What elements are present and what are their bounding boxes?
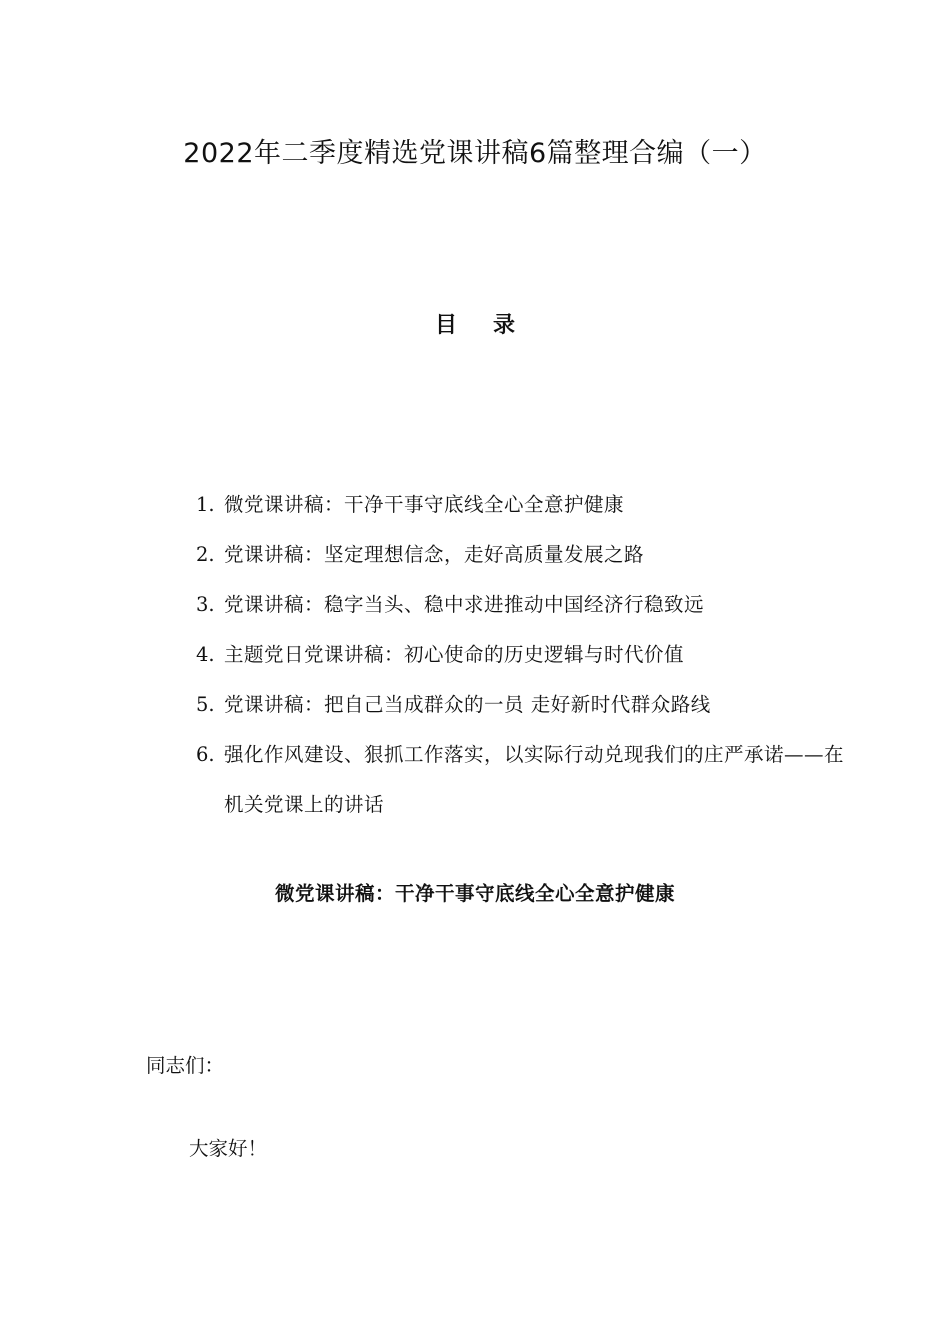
toc-heading: 目录 [434,313,551,338]
toc-item-2[interactable] [180,530,860,580]
toc-item-text: 强化作风建设、狠抓工作落实，以实际行动兑现我们的庄严承诺——在机关党课上的讲话 [224,743,845,816]
section-title: 微党课讲稿：干净干事守底线全心全意护健康 [274,882,675,905]
toc-item-number: 1. [196,493,215,516]
toc-item-text: 党课讲稿：坚定理想信念，走好高质量发展之路 [224,543,645,566]
toc-item-number: 5. [196,693,215,716]
toc-item-3[interactable] [180,580,860,630]
toc-item-number: 2. [196,543,215,566]
toc-item-text: 微党课讲稿：干净干事守底线全心全意护健康 [224,493,625,516]
toc-item-text: 党课讲稿：把自己当成群众的一员 走好新时代群众路线 [224,693,711,716]
document-title: 2022年二季度精选党课讲稿6篇整理合编（一） [183,138,767,169]
toc-item-1[interactable] [180,480,860,530]
salutation: 同志们： [146,1054,225,1077]
toc-item-5[interactable] [180,680,860,730]
table-of-contents [180,480,860,830]
greeting: 大家好！ [189,1137,268,1160]
toc-item-number: 6. [196,743,215,766]
toc-item-number: 3. [196,593,215,616]
toc-item-text: 党课讲稿：稳字当头、稳中求进推动中国经济行稳致远 [224,593,705,616]
toc-item-4[interactable] [180,630,860,680]
toc-item-text: 主题党日党课讲稿：初心使命的历史逻辑与时代价值 [224,643,685,666]
toc-item-6[interactable] [180,730,860,830]
toc-item-number: 4. [196,643,215,666]
